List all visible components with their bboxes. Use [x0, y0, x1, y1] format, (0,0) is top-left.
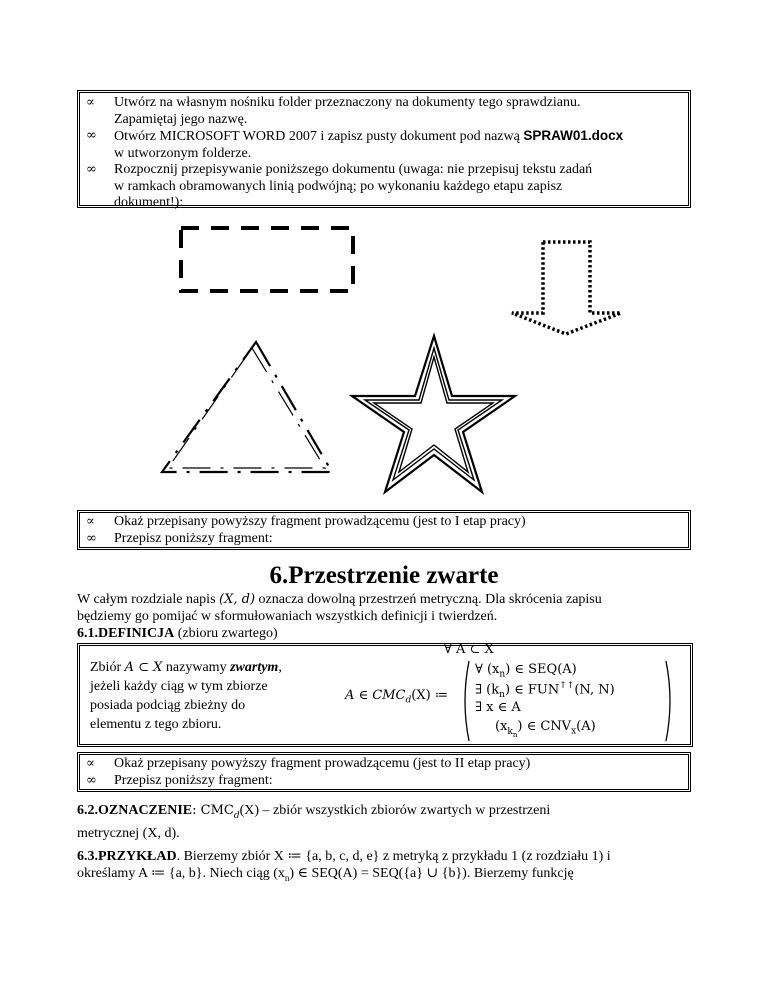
item-text: dokument!): [114, 195, 184, 210]
intro-math: (X, d) [219, 592, 256, 607]
desc-text: nazywamy [162, 660, 231, 675]
definition-box [77, 643, 693, 747]
example-paragraph: 6.3.PRZYKŁAD. Bierzemy zbiór X ≔ {a, b, c, d, e} z metryką z przykładu 1 (z rozdziału 1) i określamy A ≔ {a, b}. Niech ciąg $(x_n)$ ∈ SEQ(A) = SEQ({a} ∪ {b}). Bierzemy funkcję [77, 849, 611, 883]
item-text: Otwórz MICROSOFT WORD 2007 i zapisz pusty dokument pod nazwą [114, 129, 524, 144]
bullet: ∞ [86, 128, 97, 143]
shapes-canvas [0, 210, 768, 510]
example-label: 6.3.PRZYKŁAD [77, 849, 177, 864]
item-text: w utworzonym folderze. [114, 145, 252, 161]
left-paren [460, 660, 470, 742]
list-item [80, 531, 688, 548]
defined-term: zwartym [230, 660, 279, 675]
list-item [80, 128, 688, 162]
dashed-rectangle [181, 228, 353, 291]
intro-text: oznacza dowolną przestrzeń metryczną. Dla skrócenia zapisu [255, 592, 602, 607]
list-item [80, 162, 688, 212]
desc-text: elementu z tego zbioru. [90, 717, 222, 732]
formula-row-1: ∀ $(x_n)$ ∈ SEQ(A) [475, 662, 577, 680]
item-text: Utwórz na własnym nośniku folder przeznaczony na dokumenty tego sprawdzianu. [114, 95, 581, 110]
formula-top-quantifier: ∀ A ⊂ X [444, 642, 494, 657]
instruction-box-1 [77, 90, 691, 208]
desc-text: Zbiór [90, 660, 125, 675]
desc-text: jeżeli każdy ciąg w tym zbiorze [90, 679, 268, 694]
list-item [80, 756, 688, 773]
definition-formula [345, 642, 685, 744]
list-item [80, 514, 688, 531]
desc-math: A ⊂ X [124, 660, 163, 675]
instruction-box-3 [77, 752, 691, 792]
filename: SPRAW01.docx [523, 128, 624, 143]
bullet: ∞ [86, 772, 97, 788]
instruction-list-2 [80, 513, 688, 547]
dash-dot-triangle [162, 342, 332, 472]
item-text: Okaż przepisany powyższy fragment prowadzącemu (jest to II etap pracy) [114, 756, 531, 771]
formula-row-2: ∃ $(k_n)$ ∈ FUN↑↑(N, N) [475, 681, 615, 700]
definition-description [90, 658, 320, 734]
item-text: Rozpocznij przepisywanie poniższego dokumentu (uwaga: nie przepisuj tekstu zadań [114, 162, 593, 177]
item-text: Przepisz poniższy fragment: [114, 772, 273, 788]
notation-label: 6.2.OZNACZENIE [77, 803, 193, 818]
triple-outline-star [352, 336, 515, 492]
bullet: ∞ [86, 530, 97, 546]
instruction-list-3 [80, 755, 688, 789]
bullet: ∞ [86, 162, 97, 177]
formula-row-4: $(x_{k_n})$ ∈ $CNV_x(A)$ [495, 719, 596, 739]
instruction-box-2 [77, 510, 691, 550]
desc-text: posiada podciąg zbieżny do [90, 698, 246, 713]
list-item [80, 773, 688, 790]
definition-label: 6.1.DEFINICJA [77, 626, 175, 641]
item-text: Okaż przepisany powyższy fragment prowadzącemu (jest to I etap pracy) [114, 514, 526, 529]
intro-text: W całym rozdziale napis [77, 592, 220, 607]
bullet: ∝ [86, 95, 95, 110]
intro-text: będziemy go pomijać w sformułowaniach wszystkich definicji i twierdzeń. [77, 609, 498, 624]
item-text: Przepisz poniższy fragment: [114, 530, 273, 546]
bullet: ∝ [86, 756, 95, 771]
formula-row-3: ∃ x ∈ A [475, 700, 521, 715]
right-paren [665, 660, 675, 742]
dotted-down-arrow [512, 242, 621, 334]
item-text: w ramkach obramowanych linią podwójną; po wykonaniu każdego etapu zapisz [114, 178, 563, 194]
notation-paragraph: 6.2.OZNACZENIE: $CMC_d(X)$ – zbiór wszystkich zbiorów zwartych w przestrzeni metrycznej (X, d). [77, 803, 551, 841]
desc-text: , [278, 660, 282, 675]
formula-lhs: A ∈ $CMC_d(X)$ ≔ [345, 688, 449, 706]
intro-paragraph [77, 591, 697, 642]
instruction-list-1 [80, 93, 688, 212]
definition-label-suffix: (zbioru zwartego) [174, 626, 278, 641]
item-text: Zapamiętaj jego nazwę. [114, 111, 248, 127]
chapter-heading: 6.Przestrzenie zwarte [269, 562, 499, 589]
list-item [80, 95, 688, 128]
bullet: ∝ [86, 514, 95, 529]
